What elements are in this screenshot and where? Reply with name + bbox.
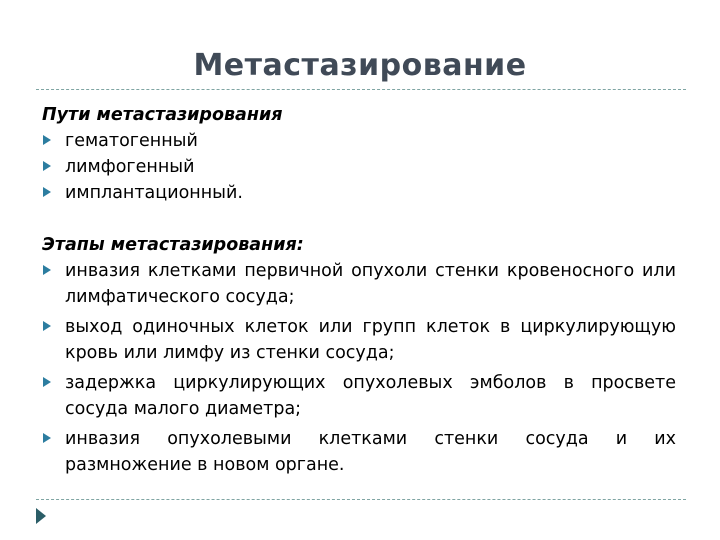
list-item-text: лимфогенный: [65, 157, 195, 177]
routes-list: [42, 128, 676, 206]
list-item: [42, 180, 676, 206]
top-divider: [36, 89, 686, 90]
list-item: [42, 314, 676, 366]
slide-content: [42, 102, 676, 482]
slide-title: Метастазирование: [193, 48, 527, 83]
list-item-text: имплантационный.: [65, 183, 243, 203]
section-heading-routes: Пути метастазирования: [42, 105, 283, 125]
list-item: [42, 370, 676, 422]
list-item: [42, 128, 676, 154]
triangle-bullet-icon: [43, 377, 51, 387]
list-item-text: инвазия клетками первичной опухоли стенки кровеносного или лимфатического сосуда;: [65, 261, 676, 307]
triangle-bullet-icon: [43, 135, 51, 145]
section-heading-stages: Этапы метастазирования:: [42, 235, 304, 255]
stages-list: [42, 258, 676, 478]
list-item-text: выход одиночных клеток или групп клеток в циркулирующую кровь или лимфу из стенки сосуда;: [65, 317, 676, 363]
list-item: [42, 426, 676, 478]
triangle-bullet-icon: [43, 161, 51, 171]
triangle-bullet-icon: [43, 433, 51, 443]
triangle-bullet-icon: [43, 265, 51, 275]
list-item-text: задержка циркулирующих опухолевых эмболов в просвете сосуда малого диаметра;: [65, 373, 676, 419]
list-item-text: инвазия опухолевыми клетками стенки сосуда и их размножение в новом органе.: [65, 429, 676, 475]
list-item: [42, 258, 676, 310]
triangle-bullet-icon: [43, 321, 51, 331]
triangle-bullet-icon: [43, 187, 51, 197]
list-item-text: гематогенный: [65, 131, 198, 151]
play-arrow-icon[interactable]: [36, 508, 46, 524]
bottom-divider: [36, 499, 686, 500]
list-item: [42, 154, 676, 180]
